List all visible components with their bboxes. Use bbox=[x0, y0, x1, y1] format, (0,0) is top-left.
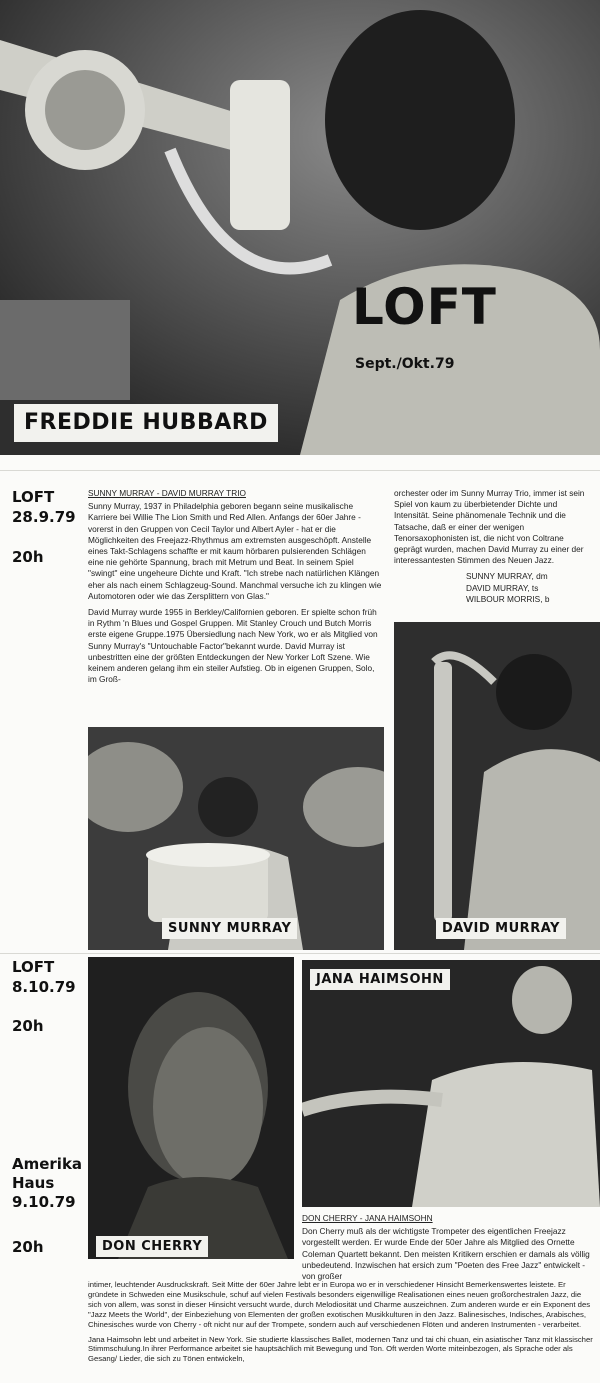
event-venue-2: Amerika bbox=[12, 1155, 83, 1173]
paragraph: Don Cherry muß als der wichtigste Trompeter des eigentlichen Freejazz vorgestellt werden. Er wurde Ende der 50er Jahre als Mitglied des Ornette Coleman Quartett bekannt. Den meisten Kritikern erschien er damals als völlig unbedeutend. Inzwischen hat ersich zum "Poeten des Free Jazz" entwickelt - von großer bbox=[302, 1226, 590, 1282]
cover-venue: LOFT bbox=[352, 278, 497, 336]
photo-jana-haimsohn bbox=[302, 960, 600, 1207]
article-col1 bbox=[88, 488, 383, 690]
article-title: SUNNY MURRAY - DAVID MURRAY TRIO bbox=[88, 488, 246, 498]
paragraph: David Murray wurde 1955 in Berkley/Californien geboren. Er spielte schon früh in Rythm 'n Blues und Gospel Gruppen. Mit Stanley Crouch und Butch Morris erste eigene Gruppe.1975 Übersiedlung nach New York, wo er als Mitglied von Sunny Murray's "Untouchable Factor"bekannt wurde. David Murray ist unbestritten eine der größten Entdeckungen der New Yorker Loft Szene. Wie keinem anderen gelang ihm ein steiler Aufstieg. Ob in eigenen Gruppen, Solo, im Groß- bbox=[88, 607, 378, 685]
photo-sunny-murray bbox=[88, 727, 384, 950]
paragraph: Sunny Murray, 1937 in Philadelphia geboren begann seine musikalische Karriere bei Willie The Lion Smith und Red Allen. Anfangs der 60er Jahre - vorerst in den Gruppen von Cecil Taylor und Albert Ayler - hat er die Möglichkeiten des Freejazz-Rhythmus am extremsten ausgeschöpft. Anstelle eines Takt-Schlagens schaffte er mit kaum hörbaren pulsierenden Schlägen eine nie gehörte Spannung, brach mit Metrum und Beat. In seinem Spiel "swingt" eine ungeheure Dichte und Kraft. "Ich strebe nach natürlichen Klängen eher als nach einem Schlagzeug-Sound. Manchmal versuche ich zu klingen wie Automotoren oder wie das Zersplittern von Glas." bbox=[88, 501, 382, 601]
article-title: DON CHERRY - JANA HAIMSOHN bbox=[302, 1213, 433, 1223]
article-full-width bbox=[88, 1280, 596, 1369]
paragraph: Jana Haimsohn lebt und arbeitet in New York. Sie studierte klassisches Ballet, modernen Tanz und tai chi chuan, ein asiatischer Tanz mit klassischer Stimmschulung.In ihrer Performance arbeitet sie hauptsächlich mit Bewegung und Ton. Oft werden Worte miteinbezogen, als Sprache oder als Gesang/ Lieder, die sich zu Tönen entwickeln, bbox=[88, 1334, 593, 1364]
photo-don-cherry bbox=[88, 957, 294, 1259]
fold-line bbox=[0, 470, 600, 471]
event-venue-2-line2: Haus bbox=[12, 1174, 55, 1192]
paragraph: intimer, leuchtender Ausdruckskraft. Seit Mitte der 60er Jahre lebt er in Europa wo er in verschiedener Hinsicht Bemerkenswertes leistete. Er gründete in Schweden eine Musikschule, schuf auf vielen Festivals besonders eigenwillige Realisationen eines neuen großorchestralen Jazz, die sich von allem, was sonst in dieser Hinsicht versucht wurde, durch Melodiosität und Charme auszeichnen. Zum anderen wurde er ein Exponent des "Jazz Meets the World", der Einbeziehung von Elementen der großen exotischen Musikkulturen in den Jazz. Balinesisches, Indisches, Arabisches, Chinesisches wurde von Cherry - oft nicht nur auf der Trompete, sondern auch auf verschiedenen Flöten und anderen Instrumenten - verarbeitet. bbox=[88, 1280, 591, 1329]
article-col-right bbox=[302, 1213, 596, 1282]
lineup-item: WILBOUR MORRIS, b bbox=[466, 593, 550, 604]
photo-label-sunny-murray: SUNNY MURRAY bbox=[162, 918, 297, 939]
event-venue: LOFT bbox=[12, 958, 55, 976]
fold-line bbox=[0, 953, 600, 954]
event-date-2: 9.10.79 bbox=[12, 1193, 76, 1211]
event-time-2: 20h bbox=[12, 1238, 44, 1256]
lineup-item: SUNNY MURRAY, dm bbox=[466, 571, 548, 582]
lineup bbox=[466, 571, 592, 605]
cover-dates: Sept./Okt.79 bbox=[355, 356, 455, 372]
event-time: 20h bbox=[12, 548, 44, 566]
article-col2 bbox=[394, 488, 592, 605]
event-time: 20h bbox=[12, 1017, 44, 1035]
event-venue: LOFT bbox=[12, 488, 55, 506]
photo-label-david-murray: DAVID MURRAY bbox=[436, 918, 566, 939]
lineup-item: DAVID MURRAY, ts bbox=[466, 582, 539, 593]
photo-david-murray bbox=[394, 622, 600, 950]
cover-photo-freddie-hubbard bbox=[0, 0, 600, 455]
paragraph: orchester oder im Sunny Murray Trio, immer ist sein Spiel von kaum zu überbietender Dichte und Intensität. Seine phänomenale Technik und die Tatsache, daß er einer der wenigen Tenorsaxophonisten ist, die nicht von Coltrane geprägt wurden, machen David Murray zu einer der interessantesten Stimmen des Neuen Jazz. bbox=[394, 488, 585, 566]
event-date: 28.9.79 bbox=[12, 508, 76, 526]
event-date: 8.10.79 bbox=[12, 978, 76, 996]
photo-label-don-cherry: DON CHERRY bbox=[96, 1236, 208, 1257]
cover-artist-label: FREDDIE HUBBARD bbox=[14, 404, 278, 442]
photo-label-jana-haimsohn: JANA HAIMSOHN bbox=[310, 969, 450, 990]
